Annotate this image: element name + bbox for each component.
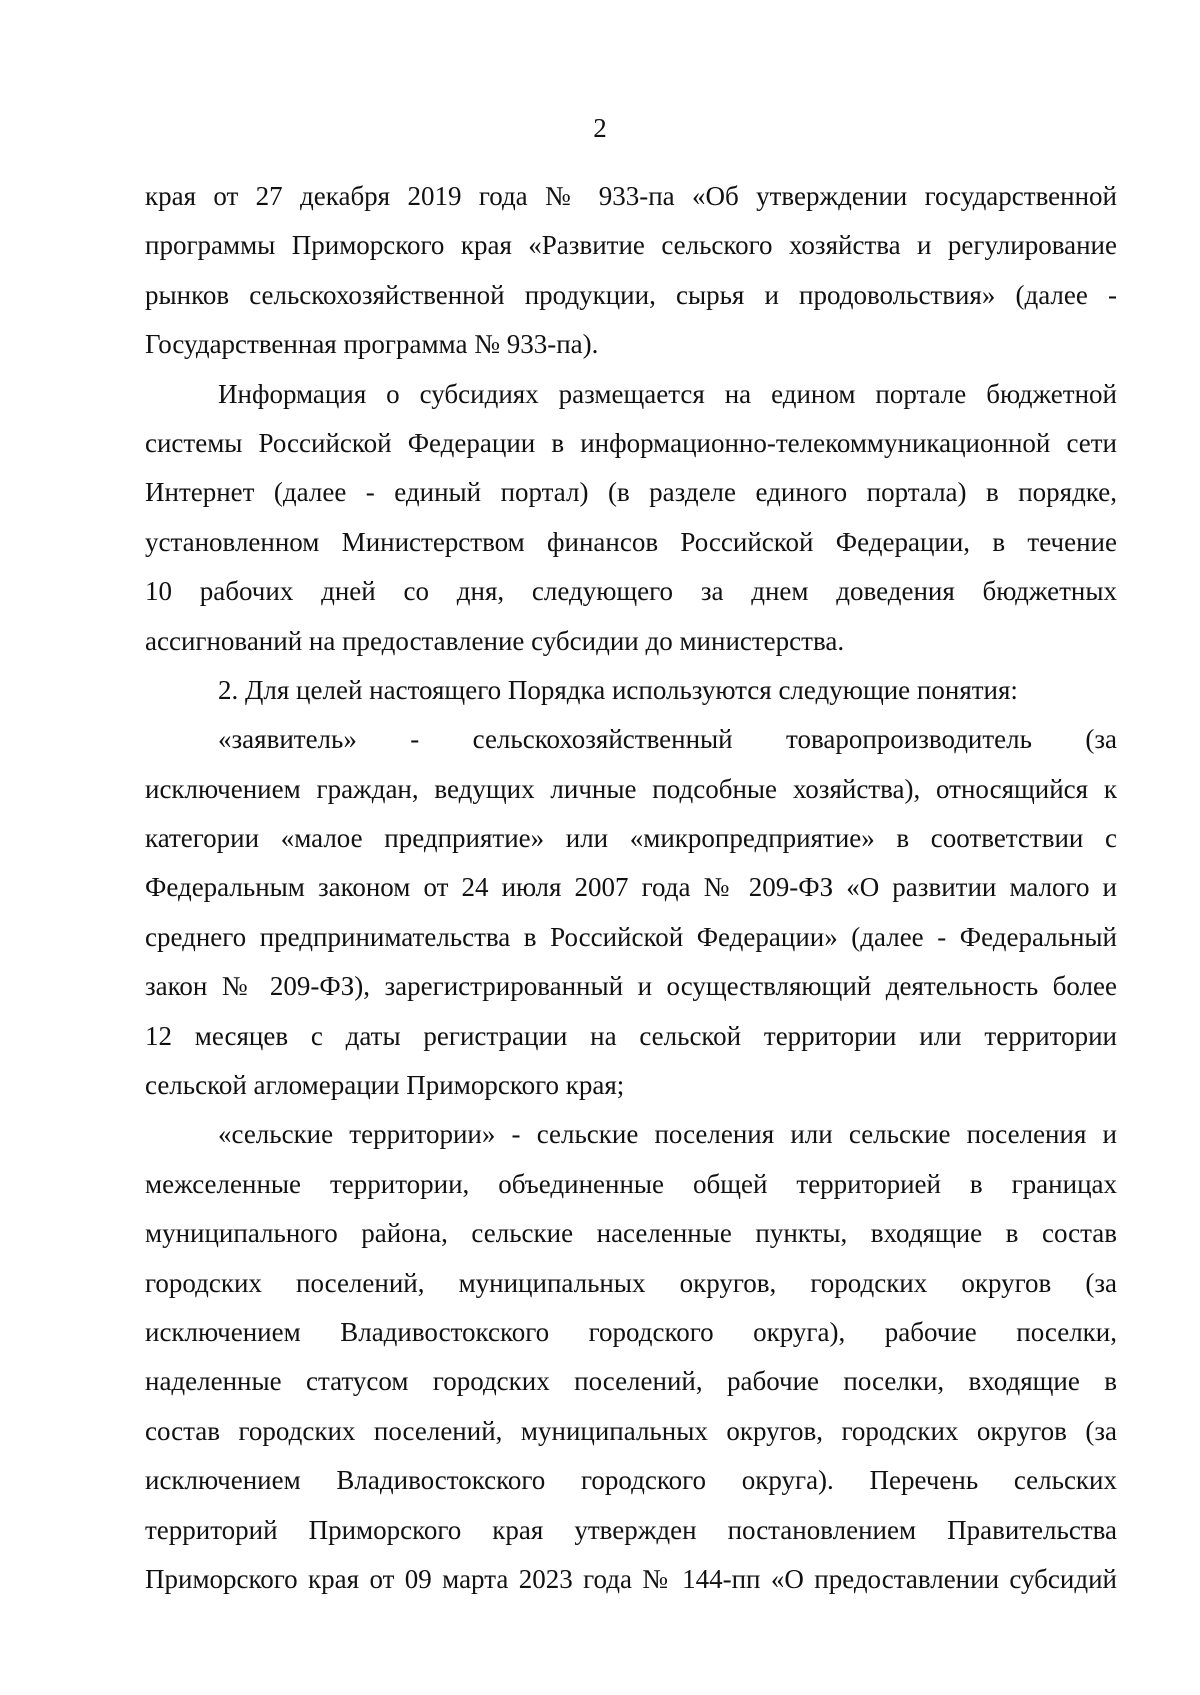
text-line: установленном Министерством финансов Российской Федерации, в течение: [145, 526, 1117, 557]
text-line: исключением граждан, ведущих личные подсобные хозяйства), относящийся к: [145, 773, 1117, 804]
text-line: Государственная программа № 933-па).: [145, 329, 599, 360]
text-line: ассигнований на предоставление субсидии до министерства.: [145, 625, 845, 656]
text-line: состав городских поселений, муниципальных округов, городских округов (за: [145, 1415, 1117, 1446]
text-line: системы Российской Федерации в информационно-телекоммуникационной сети: [145, 427, 1117, 458]
text-line: «заявитель» - сельскохозяйственный товаропроизводитель (за: [218, 724, 1117, 755]
text-line: 2. Для целей настоящего Порядка используются следующие понятия:: [218, 674, 1018, 705]
text-line: «сельские территории» - сельские поселения или сельские поселения и: [218, 1119, 1117, 1150]
text-line: муниципального района, сельские населенные пункты, входящие в состав: [145, 1218, 1117, 1249]
text-line: программы Приморского края «Развитие сельского хозяйства и регулирование: [145, 230, 1117, 261]
text-line: закон № 209-ФЗ), зарегистрированный и осуществляющий деятельность более: [145, 971, 1117, 1002]
document-body: [145, 172, 1117, 1604]
text-line: края от 27 декабря 2019 года № 933-па «Об утверждении государственной: [145, 181, 1117, 211]
text-line: Приморского края от 09 марта 2023 года № 144-пп «О предоставлении субсидий: [145, 1563, 1117, 1594]
text-line: Информация о субсидиях размещается на едином портале бюджетной: [218, 378, 1117, 409]
text-line: рынков сельскохозяйственной продукции, сырья и продовольствия» (далее -: [145, 279, 1117, 310]
text-line: 12 месяцев с даты регистрации на сельской территории или территории: [145, 1020, 1117, 1051]
text-line: исключением Владивостокского городского округа). Перечень сельских: [145, 1465, 1117, 1496]
text-line: Интернет (далее - единый портал) (в разделе единого портала) в порядке,: [145, 477, 1117, 508]
text-line: межселенные территории, объединенные общей территорией в границах: [145, 1168, 1117, 1199]
text-line: категории «малое предприятие» или «микропредприятие» в соответствии с: [145, 823, 1117, 854]
text-line: среднего предпринимательства в Российской Федерации» (далее - Федеральный: [145, 921, 1117, 952]
text-line: исключением Владивостокского городского округа), рабочие поселки,: [145, 1316, 1117, 1347]
text-line: наделенные статусом городских поселений, рабочие поселки, входящие в: [145, 1366, 1117, 1397]
text-line: городских поселений, муниципальных округов, городских округов (за: [145, 1267, 1117, 1298]
page-number: 2: [593, 113, 607, 143]
text-line: территорий Приморского края утвержден постановлением Правительства: [145, 1514, 1117, 1545]
text-line: 10 рабочих дней со дня, следующего за днем доведения бюджетных: [145, 576, 1117, 607]
text-line: Федеральным законом от 24 июля 2007 года № 209-ФЗ «О развитии малого и: [145, 872, 1117, 903]
text-line: сельской агломерации Приморского края;: [145, 1070, 625, 1101]
